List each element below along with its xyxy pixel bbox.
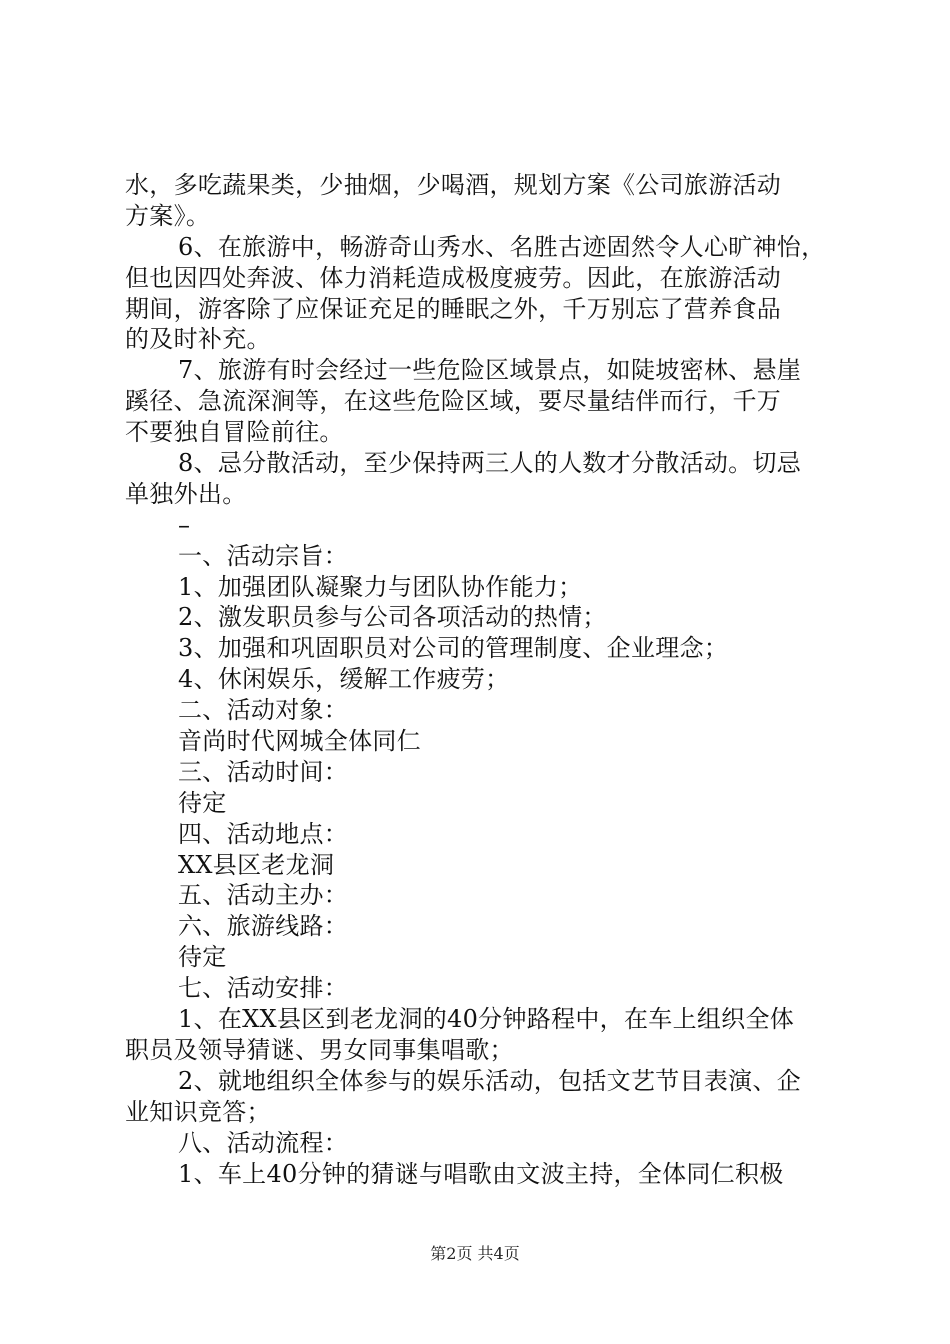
text-line: 1、在XX县区到老龙洞的40分钟路程中，在车上组织全体 <box>178 1005 795 1034</box>
text-line: 八、活动流程： <box>178 1128 349 1157</box>
text-line: 7、旅游有时会经过一些危险区域景点，如陡坡密林、悬崖 <box>178 356 802 385</box>
text-line: 七、活动安排： <box>178 974 349 1003</box>
text-line: 2、就地组织全体参与的娱乐活动，包括文艺节目表演、企 <box>178 1066 802 1095</box>
text-line: 六、旅游线路： <box>178 912 349 941</box>
text-line: 但也因四处奔波、体力消耗造成极度疲劳。因此，在旅游活动 <box>125 263 782 292</box>
text-line: 期间，游客除了应保证充足的睡眠之外，千万别忘了营养食品 <box>125 294 782 323</box>
text-line: XX县区老龙洞 <box>178 850 335 879</box>
text-line: 3、加强和巩固职员对公司的管理制度、企业理念； <box>178 634 729 663</box>
text-line: 业知识竞答； <box>125 1097 271 1126</box>
text-line: 4、休闲娱乐，缓解工作疲劳； <box>178 665 510 694</box>
text-line: 8、忌分散活动，至少保持两三人的人数才分散活动。切忌 <box>178 449 802 478</box>
text-line: 的及时补充。 <box>125 325 271 354</box>
text-line: 五、活动主办： <box>178 881 349 910</box>
text-line: 1、加强团队凝聚力与团队协作能力； <box>178 572 583 601</box>
text-line: 蹊径、急流深涧等，在这些危险区域，要尽量结伴而行，千万 <box>125 387 782 416</box>
text-line: 三、活动时间： <box>178 757 349 786</box>
text-line: 水，多吃蔬果类，少抽烟，少喝酒，规划方案《公司旅游活动 <box>125 171 782 199</box>
text-line: 6、在旅游中，畅游奇山秀水、名胜古迹固然令人心旷神怡， <box>178 232 826 261</box>
document-body <box>125 170 835 1189</box>
page-footer: 第2页 共4页 <box>430 1244 520 1263</box>
text-line: 2、激发职员参与公司各项活动的热情； <box>178 603 607 632</box>
text-line: 二、活动对象： <box>178 696 349 725</box>
text-line: 单独外出。 <box>125 479 247 508</box>
text-line: 四、活动地点： <box>178 819 349 848</box>
text-line: 职员及领导猜谜、男女同事集唱歌； <box>125 1035 514 1064</box>
text-line: 1、车上40分钟的猜谜与唱歌由文波主持，全体同仁积极 <box>178 1159 784 1188</box>
text-line: 不要独自冒险前往。 <box>125 418 344 447</box>
text-line: 音尚时代网城全体同仁 <box>178 727 421 756</box>
text-line: 方案》。 <box>125 201 211 230</box>
text-line: 待定 <box>178 943 227 972</box>
text-line: 一、活动宗旨： <box>178 541 349 570</box>
text-line: 待定 <box>178 788 227 817</box>
text-line: – <box>178 510 191 539</box>
